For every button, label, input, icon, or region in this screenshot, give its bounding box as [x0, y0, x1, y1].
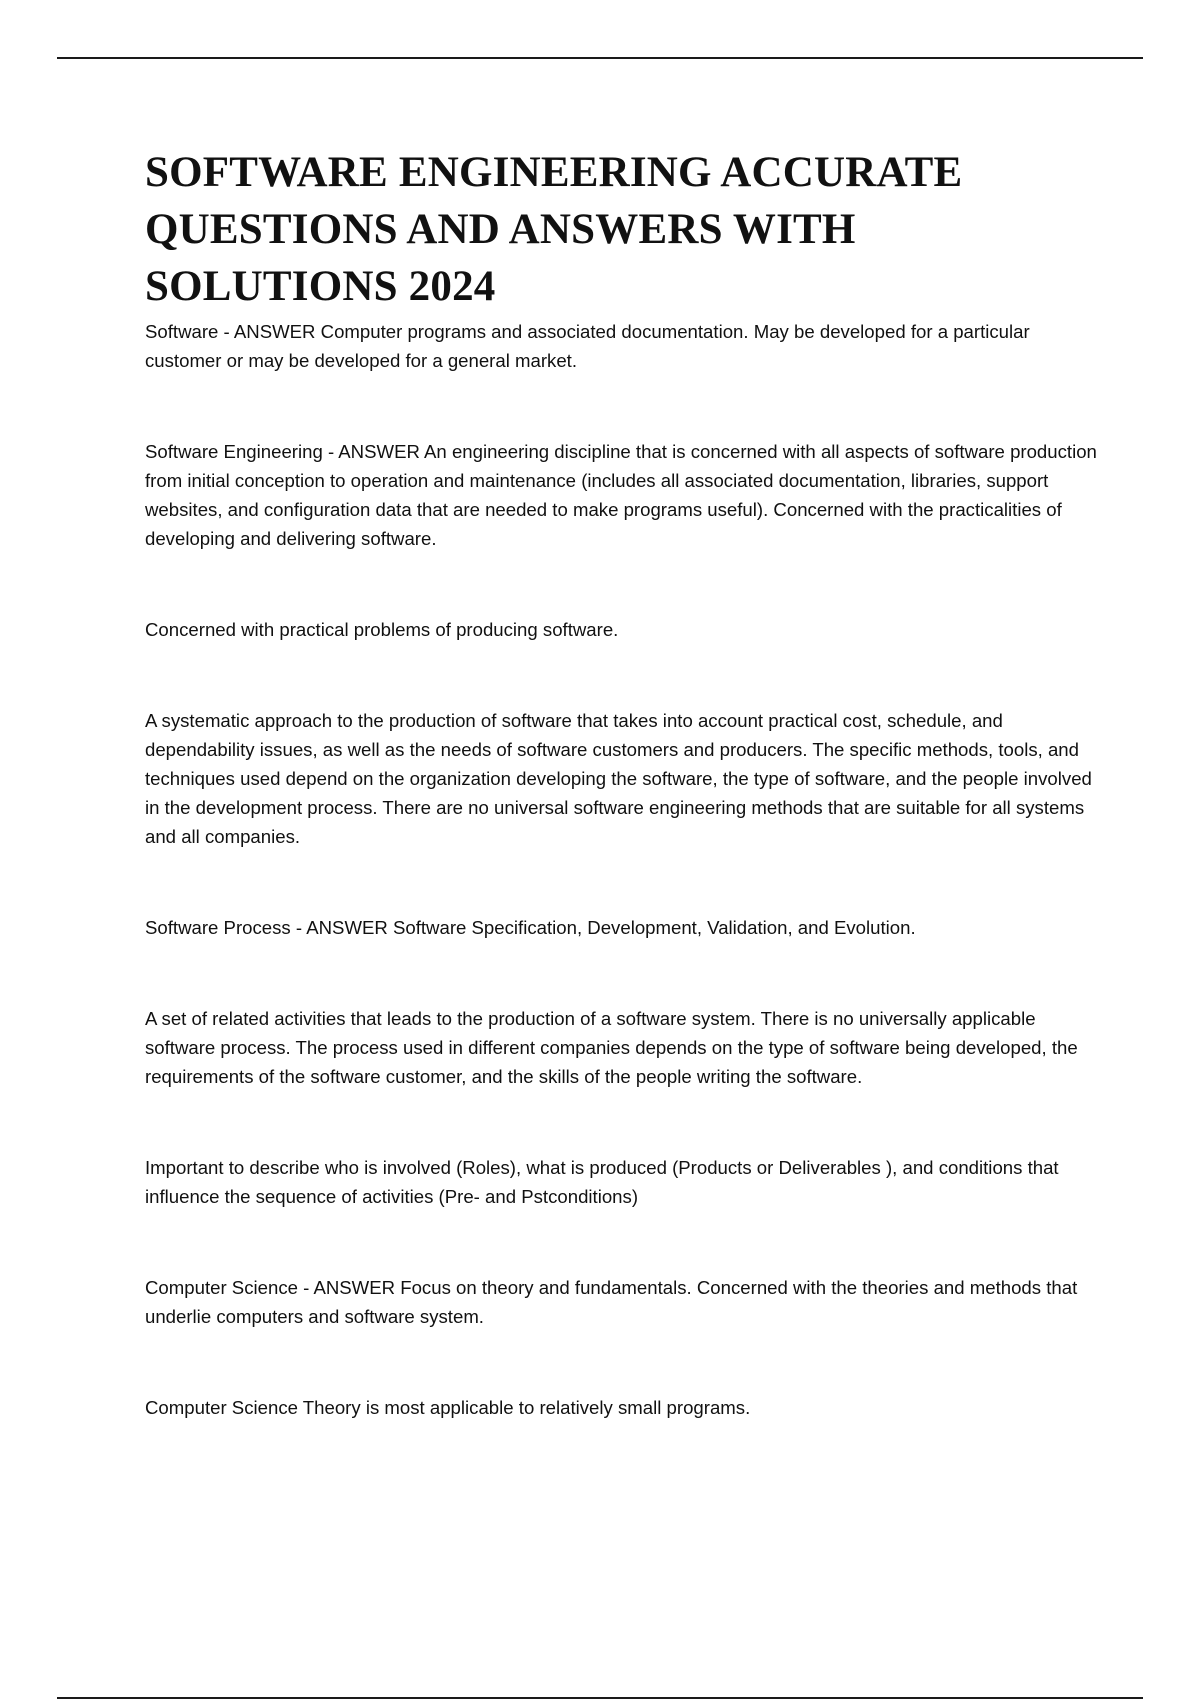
- entry-software-process: Software Process - ANSWER Software Specification, Development, Validation, and Evolution.: [145, 917, 916, 938]
- bottom-divider: [57, 1697, 1143, 1699]
- entry-cs-theory: Computer Science Theory is most applicable to relatively small programs.: [145, 1397, 751, 1418]
- document-body: [145, 144, 1105, 1484]
- document-title: SOFTWARE ENGINEERING ACCURATE QUESTIONS AND ANSWERS WITH SOLUTIONS 2024: [145, 149, 963, 310]
- top-divider: [57, 57, 1143, 59]
- entry-computer-science: Computer Science - ANSWER Focus on theory and fundamentals. Concerned with the theories and methods that underlie computers and software system.: [145, 1277, 1078, 1327]
- entry-systematic-approach: A systematic approach to the production of software that takes into account practical cost, schedule, and dependability issues, as well as the needs of software customers and producers. The specific methods, tools, and techniques used depend on the organization developing the software, the type of software, and the people involved in the development process. There are no universal software engineering methods that are suitable for all systems and all companies.: [145, 710, 1092, 847]
- entry-practical-problems: Concerned with practical problems of producing software.: [145, 619, 619, 640]
- entry-related-activities: A set of related activities that leads to the production of a software system. There is no universally applicable software process. The process used in different companies depends on the type of software being developed, the requirements of the software customer, and the skills of the people writing the software.: [145, 1008, 1078, 1087]
- entry-list: [145, 317, 1105, 1422]
- entry-roles-products: Important to describe who is involved (Roles), what is produced (Products or Deliverables ), and conditions that influence the sequence of activities (Pre- and Pstconditions): [145, 1157, 1059, 1207]
- entry-software-engineering: Software Engineering - ANSWER An engineering discipline that is concerned with all aspects of software production from initial conception to operation and maintenance (includes all associated documentation, libraries, support websites, and configuration data that are needed to make programs useful). Concerned with the practicalities of developing and delivering software.: [145, 441, 1097, 549]
- entry-software: Software - ANSWER Computer programs and associated documentation. May be developed for a particular customer or may be developed for a general market.: [145, 321, 1030, 371]
